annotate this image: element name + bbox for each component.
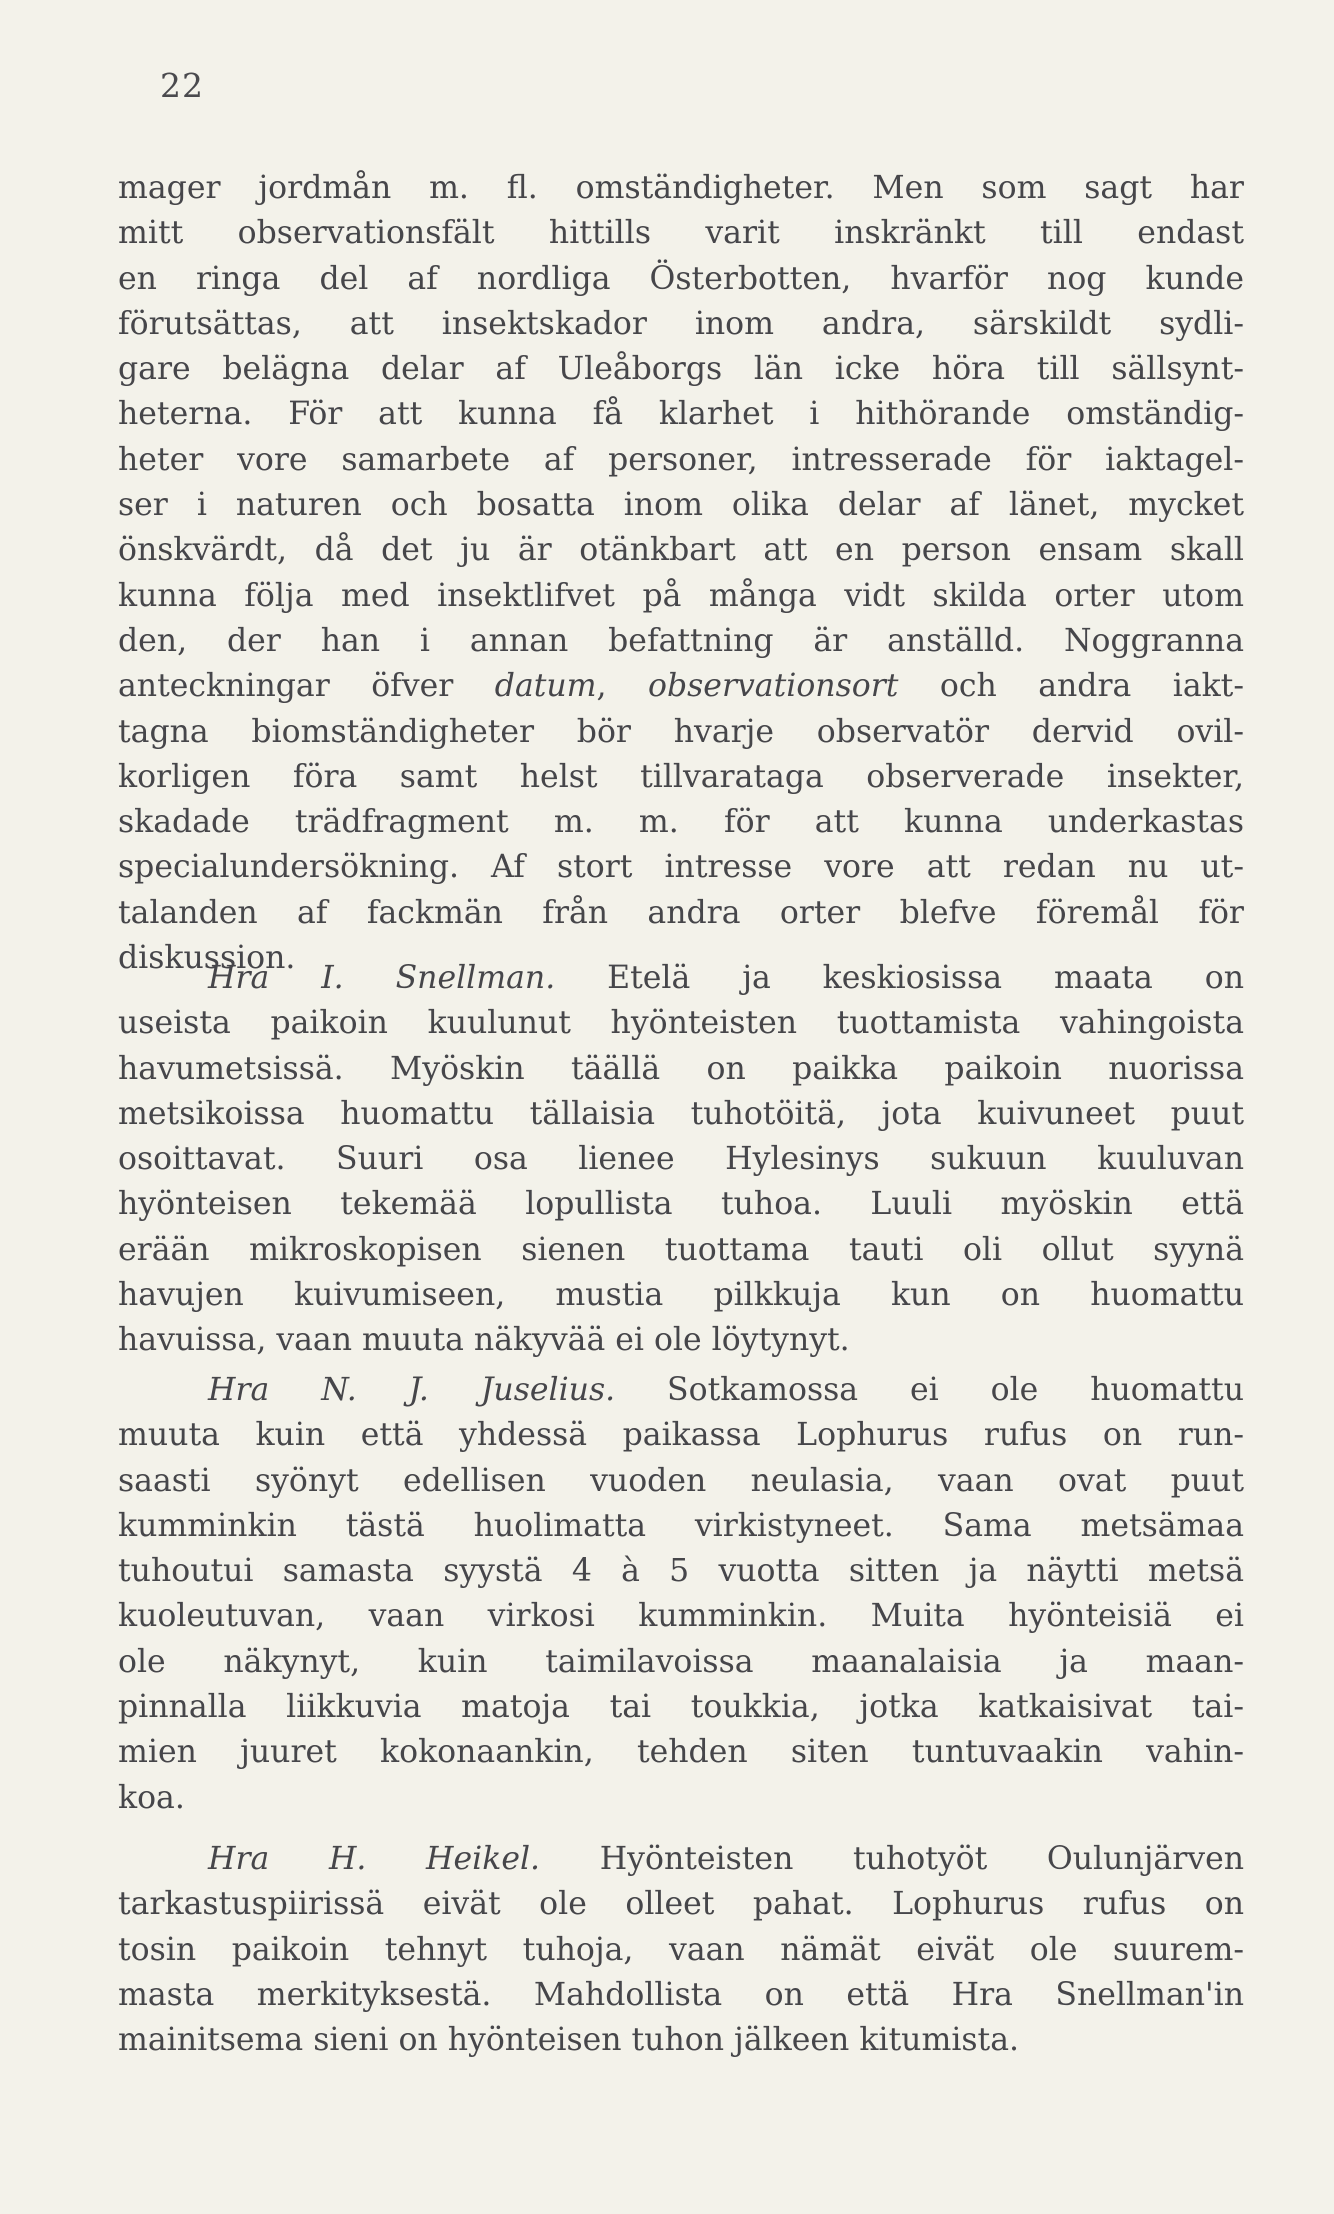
text-run: Etelä ja keskiosissa maata on [555, 960, 1244, 996]
text-line: havujen kuivumiseen, mustia pilkkuja kun on huomattu [118, 1277, 1244, 1314]
text-line: förutsättas, att insektskador inom andra, särskildt sydli- [118, 305, 1244, 342]
text-line-last: koa. [118, 1779, 185, 1816]
italic-term-observationsort: observationsort [648, 668, 899, 705]
text-line: talanden af fackmän från andra orter blefve föremål för [118, 894, 1244, 931]
text-line: mager jordmån m. fl. omständigheter. Men som sagt har [118, 170, 1244, 206]
text-line: heterna. För att kunna få klarhet i hithörande omständig- [118, 396, 1244, 433]
text-line: specialundersökning. Af stort intresse vore att redan nu ut- [118, 849, 1244, 886]
text-line: mitt observationsfält hittills varit inskränkt till endast [118, 215, 1244, 252]
text-line: skadade trädfragment m. m. för att kunna underkastas [118, 804, 1244, 841]
text-run: anteckningar öfver [118, 668, 495, 705]
text-run: och andra iakt- [898, 668, 1244, 705]
text-line: erään mikroskopisen sienen tuottama tauti oli ollut syynä [118, 1231, 1244, 1268]
text-line-first [118, 1837, 1244, 1882]
text-line: heter vore samarbete af personer, intresserade för iaktagel- [118, 441, 1244, 478]
text-line: ole näkynyt, kuin taimilavoissa maanalaisia ja maan- [118, 1643, 1244, 1680]
text-line: kumminkin tästä huolimatta virkistyneet. Sama metsämaa [118, 1507, 1244, 1544]
text-line: havumetsissä. Myöskin täällä on paikka paikoin nuorissa [118, 1050, 1244, 1087]
text-line: hyönteisen tekemää lopullista tuhoa. Luuli myöskin että [118, 1186, 1244, 1223]
text-line-first [118, 1368, 1244, 1413]
text-line: tagna biomständigheter bör hvarje observatör dervid ovil- [118, 713, 1244, 750]
italic-term-datum: datum [494, 668, 597, 705]
text-line: mien juuret kokonaankin, tehden siten tuntuvaakin vahin- [118, 1734, 1244, 1771]
paragraph-3 [118, 1368, 1244, 1821]
text-line-last: diskussion. [118, 940, 296, 977]
text-line: gare belägna delar af Uleåborgs län icke höra till sällsynt- [118, 351, 1244, 388]
speaker-name: Hra H. Heikel. [208, 1841, 541, 1877]
text-line: saasti syönyt edellisen vuoden neulasia, vaan ovat puut [118, 1462, 1244, 1499]
text-line: ser i naturen och bosatta inom olika delar af länet, mycket [118, 487, 1244, 524]
paragraph-1 [118, 166, 1244, 981]
text-line: tuhoutui samasta syystä 4 à 5 vuotta sitten ja näytti metsä [118, 1553, 1244, 1590]
text-line: önskvärdt, då det ju är otänkbart att en person ensam skall [118, 532, 1244, 569]
text-line: den, der han i annan befattning är anställd. Noggranna [118, 622, 1244, 659]
text-line: en ringa del af nordliga Österbotten, hvarför nog kunde [118, 260, 1244, 297]
text-line-last: mainitsema sieni on hyönteisen tuhon jälkeen kitumista. [118, 2022, 1020, 2059]
text-line: osoittavat. Suuri osa lienee Hylesinys sukuun kuuluvan [118, 1141, 1244, 1178]
paragraph-4 [118, 1837, 1244, 2063]
text-line: pinnalla liikkuvia matoja tai toukkia, jotka katkaisivat tai- [118, 1689, 1244, 1726]
text-line: kuoleutuvan, vaan virkosi kumminkin. Muita hyönteisiä ei [118, 1598, 1244, 1635]
text-line: muuta kuin että yhdessä paikassa Lophurus rufus on run- [118, 1417, 1244, 1454]
text-run: Hyönteisten tuhotyöt Oulunjärven [540, 1841, 1244, 1877]
speaker-name: Hra I. Snellman. [208, 960, 556, 996]
text-line-with-italics [118, 664, 1244, 709]
text-line: korligen föra samt helst tillvarataga observerade insekter, [118, 758, 1244, 795]
text-line-first [118, 956, 1244, 1001]
text-run: , [596, 668, 649, 705]
text-line: metsikoissa huomattu tällaisia tuhotöitä, jota kuivuneet puut [118, 1095, 1244, 1132]
text-run: Sotkamossa ei ole huomattu [615, 1372, 1244, 1408]
text-line: kunna följa med insektlifvet på många vidt skilda orter utom [118, 577, 1244, 614]
page-number: 22 [160, 66, 204, 105]
text-line: masta merkityksestä. Mahdollista on että Hra Snellman'in [118, 1976, 1244, 2013]
text-line-last: havuissa, vaan muuta näkyvää ei ole löytynyt. [118, 1322, 850, 1359]
text-line: tarkastuspiirissä eivät ole olleet pahat. Lophurus rufus on [118, 1886, 1244, 1923]
text-line: useista paikoin kuulunut hyönteisten tuottamista vahingoista [118, 1005, 1244, 1042]
paragraph-2 [118, 956, 1244, 1364]
text-line: tosin paikoin tehnyt tuhoja, vaan nämät eivät ole suurem- [118, 1931, 1244, 1968]
speaker-name: Hra N. J. Juselius. [208, 1372, 616, 1408]
